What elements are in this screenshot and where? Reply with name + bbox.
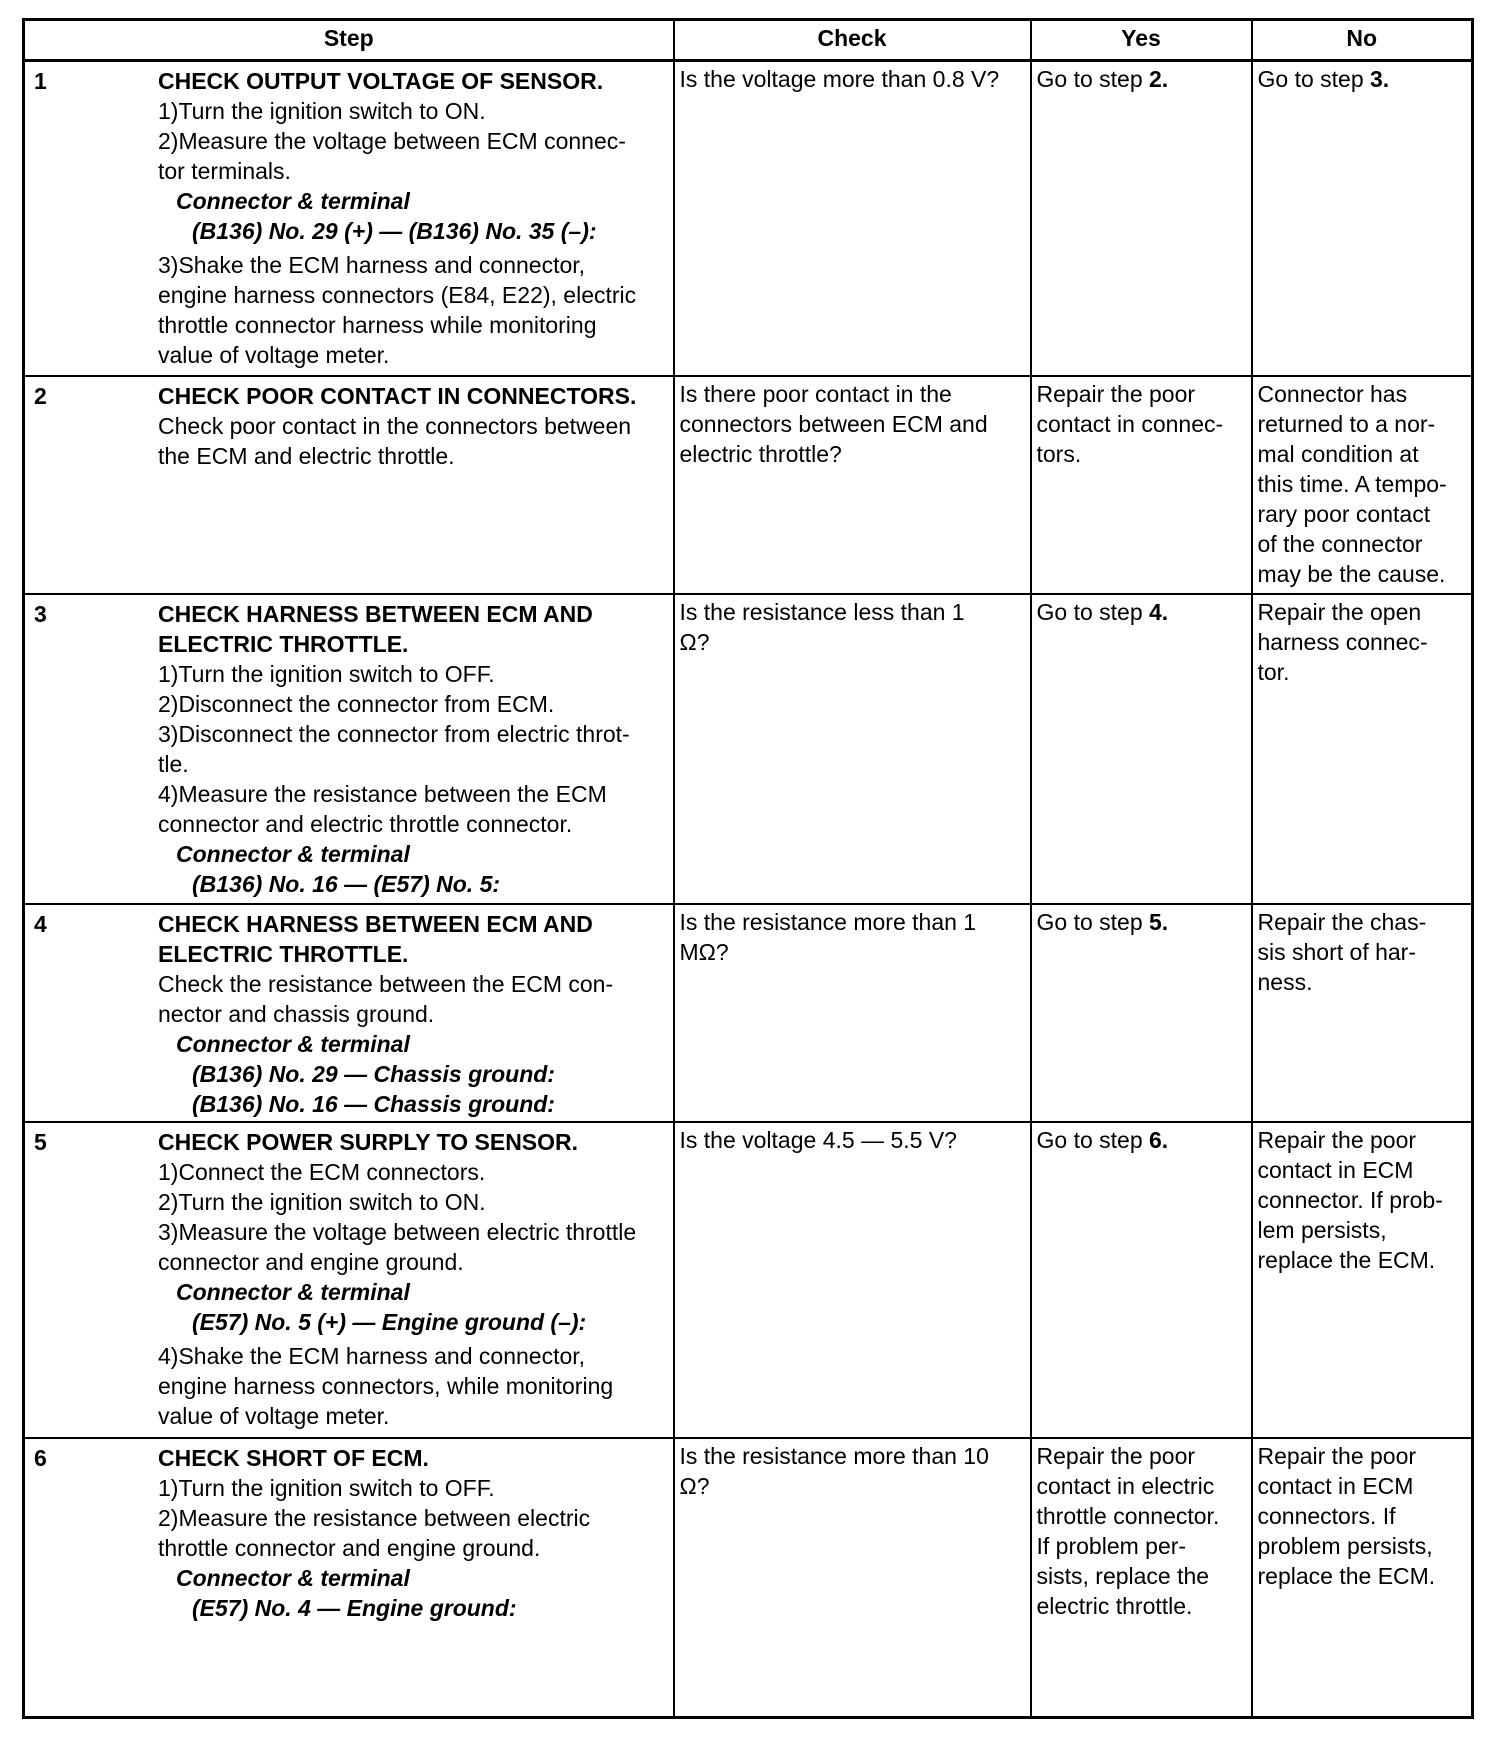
step-cell (24, 594, 674, 904)
yes-line: tors. (1036, 440, 1082, 467)
no-step-ref: 3. (1370, 66, 1390, 92)
check-line: Is the voltage more than 0.8 V? (679, 66, 1000, 92)
no-cell (1252, 594, 1473, 904)
yes-cell (1031, 904, 1252, 1122)
yes-cell (1031, 376, 1252, 594)
no-text: Go to step (1257, 66, 1371, 92)
connector-terminal: (E57) No. 4 — Engine ground: (192, 1594, 517, 1621)
check-cell (674, 61, 1031, 376)
step-line: tle. (158, 750, 189, 777)
step-line: the ECM and electric throttle. (158, 442, 455, 469)
step-line: throttle connector and engine ground. (158, 1534, 541, 1561)
check-line: connectors between ECM and (679, 410, 988, 437)
step-body (154, 907, 668, 1119)
step-line: connector and electric throttle connector. (158, 810, 573, 837)
step-line: 4)Shake the ECM harness and connector, (158, 1342, 586, 1369)
step-line: Check the resistance between the ECM con- (158, 970, 614, 997)
check-cell (674, 594, 1031, 904)
connector-heading: Connector & terminal (176, 1030, 410, 1057)
step-title: CHECK OUTPUT VOLTAGE OF SENSOR. (158, 68, 604, 94)
check-line: Ω? (679, 1472, 710, 1499)
yes-line: If problem per- (1036, 1532, 1187, 1559)
no-line: this time. A tempo- (1257, 470, 1447, 497)
header-step: Step (24, 20, 674, 61)
step-line: 1)Turn the ignition switch to OFF. (158, 660, 495, 687)
step-line: 3)Disconnect the connector from electric throt- (158, 720, 630, 747)
step-number: 6 (34, 1444, 47, 1471)
step-title: CHECK POWER SURPLY TO SENSOR. (158, 1128, 579, 1155)
no-line: Repair the poor (1257, 1442, 1417, 1469)
connector-heading: Connector & terminal (176, 188, 410, 214)
yes-text: Go to step (1036, 66, 1150, 92)
header-check: Check (674, 20, 1031, 61)
check-line: Is the voltage 4.5 — 5.5 V? (679, 1126, 957, 1153)
step-line: nector and chassis ground. (158, 1000, 435, 1027)
check-line: Is the resistance more than 1 (679, 908, 977, 935)
diagnostic-sheet (22, 18, 1471, 1719)
step-body (154, 597, 668, 899)
connector-terminal: (B136) No. 29 (+) — (B136) No. 35 (–): (192, 218, 597, 244)
step-body (154, 1441, 668, 1623)
step-line: 3)Measure the voltage between electric throttle (158, 1218, 637, 1245)
step-title: ELECTRIC THROTTLE. (158, 940, 409, 967)
step-title: ELECTRIC THROTTLE. (158, 630, 409, 657)
yes-cell (1031, 1122, 1252, 1438)
step-line: engine harness connectors, while monitoring (158, 1372, 614, 1399)
yes-step-ref: 5. (1149, 908, 1169, 935)
no-line: may be the cause. (1257, 560, 1446, 587)
no-cell (1252, 1122, 1473, 1438)
connector-heading: Connector & terminal (176, 840, 410, 867)
step-number: 1 (34, 68, 47, 94)
no-line: returned to a nor- (1257, 410, 1436, 437)
no-line: Connector has (1257, 380, 1408, 407)
yes-line: contact in connec- (1036, 410, 1224, 437)
no-cell (1252, 904, 1473, 1122)
yes-line: throttle connector. (1036, 1502, 1220, 1529)
step-body (154, 64, 668, 370)
step-line: value of voltage meter. (158, 342, 390, 368)
no-line: connector. If prob- (1257, 1186, 1443, 1213)
table-row (24, 594, 1473, 904)
no-line: Repair the poor (1257, 1126, 1417, 1153)
check-cell (674, 1438, 1031, 1718)
connector-terminal: (B136) No. 16 — (E57) No. 5: (192, 870, 501, 897)
step-title: CHECK HARNESS BETWEEN ECM AND (158, 600, 593, 627)
table-row (24, 1122, 1473, 1438)
header-yes: Yes (1031, 20, 1252, 61)
yes-cell (1031, 594, 1252, 904)
yes-cell (1031, 1438, 1252, 1718)
table-header-row (24, 20, 1473, 61)
step-line: value of voltage meter. (158, 1402, 390, 1429)
step-body (154, 379, 668, 471)
step-line: 2)Disconnect the connector from ECM. (158, 690, 555, 717)
no-line: replace the ECM. (1257, 1562, 1436, 1589)
step-line: 2)Turn the ignition switch to ON. (158, 1188, 486, 1215)
yes-step-ref: 4. (1149, 598, 1169, 625)
step-cell (24, 1122, 674, 1438)
step-line: 3)Shake the ECM harness and connector, (158, 252, 586, 278)
no-line: ness. (1257, 968, 1313, 995)
no-line: tor. (1257, 658, 1290, 685)
no-line: sis short of har- (1257, 938, 1416, 965)
step-cell (24, 376, 674, 594)
no-line: problem persists, (1257, 1532, 1433, 1559)
connector-heading: Connector & terminal (176, 1278, 410, 1305)
check-line: Ω? (679, 628, 710, 655)
no-line: replace the ECM. (1257, 1246, 1436, 1273)
table-row (24, 376, 1473, 594)
step-line: connector and engine ground. (158, 1248, 464, 1275)
step-line: 2)Measure the resistance between electric (158, 1504, 591, 1531)
yes-line: contact in electric (1036, 1472, 1215, 1499)
step-body (154, 1125, 668, 1431)
step-number: 2 (34, 382, 47, 409)
step-line: 1)Turn the ignition switch to OFF. (158, 1474, 495, 1501)
yes-line: Repair the poor (1036, 380, 1196, 407)
header-no: No (1252, 20, 1473, 61)
yes-text: Go to step (1036, 598, 1150, 625)
step-title: CHECK HARNESS BETWEEN ECM AND (158, 910, 593, 937)
yes-step-ref: 6. (1149, 1126, 1169, 1153)
check-line: Is the resistance more than 10 (679, 1442, 989, 1469)
yes-text: Go to step (1036, 1126, 1150, 1153)
no-line: connectors. If (1257, 1502, 1396, 1529)
no-line: mal condition at (1257, 440, 1419, 467)
no-line: contact in ECM (1257, 1156, 1414, 1183)
step-number: 3 (34, 600, 47, 627)
diagnostic-procedure-table (22, 18, 1474, 1719)
check-line: Is there poor contact in the (679, 380, 952, 407)
no-line: contact in ECM (1257, 1472, 1414, 1499)
no-cell (1252, 1438, 1473, 1718)
no-line: of the connector (1257, 530, 1423, 557)
step-cell (24, 61, 674, 376)
yes-text: Go to step (1036, 908, 1150, 935)
yes-line: Repair the poor (1036, 1442, 1196, 1469)
yes-cell (1031, 61, 1252, 376)
step-title: CHECK POOR CONTACT IN CONNECTORS. (158, 382, 637, 409)
step-cell (24, 904, 674, 1122)
no-cell (1252, 376, 1473, 594)
connector-terminal: (B136) No. 29 — Chassis ground: (192, 1060, 555, 1087)
step-number: 5 (34, 1128, 47, 1155)
table-row (24, 61, 1473, 376)
no-line: rary poor contact (1257, 500, 1431, 527)
connector-terminal: (E57) No. 5 (+) — Engine ground (–): (192, 1308, 587, 1335)
yes-step-ref: 2. (1149, 66, 1169, 92)
no-line: Repair the chas- (1257, 908, 1427, 935)
step-line: 2)Measure the voltage between ECM connec- (158, 128, 626, 154)
check-cell (674, 1122, 1031, 1438)
yes-line: electric throttle. (1036, 1592, 1193, 1619)
step-line: 4)Measure the resistance between the ECM (158, 780, 607, 807)
yes-line: sists, replace the (1036, 1562, 1210, 1589)
step-line: 1)Turn the ignition switch to ON. (158, 98, 486, 124)
table-row (24, 1438, 1473, 1718)
no-line: harness connec- (1257, 628, 1428, 655)
no-line: Repair the open (1257, 598, 1422, 625)
check-cell (674, 376, 1031, 594)
no-line: lem persists, (1257, 1216, 1387, 1243)
step-line: Check poor contact in the connectors between (158, 412, 632, 439)
check-line: MΩ? (679, 938, 729, 965)
table-row (24, 904, 1473, 1122)
step-title: CHECK SHORT OF ECM. (158, 1444, 429, 1471)
step-line: tor terminals. (158, 158, 291, 184)
step-cell (24, 1438, 674, 1718)
check-cell (674, 904, 1031, 1122)
connector-terminal: (B136) No. 16 — Chassis ground: (192, 1090, 555, 1117)
no-cell (1252, 61, 1473, 376)
check-line: electric throttle? (679, 440, 842, 467)
connector-heading: Connector & terminal (176, 1564, 410, 1591)
step-number: 4 (34, 910, 47, 937)
step-line: 1)Connect the ECM connectors. (158, 1158, 486, 1185)
step-line: engine harness connectors (E84, E22), electric (158, 282, 637, 308)
step-line: throttle connector harness while monitoring (158, 312, 597, 338)
check-line: Is the resistance less than 1 (679, 598, 965, 625)
